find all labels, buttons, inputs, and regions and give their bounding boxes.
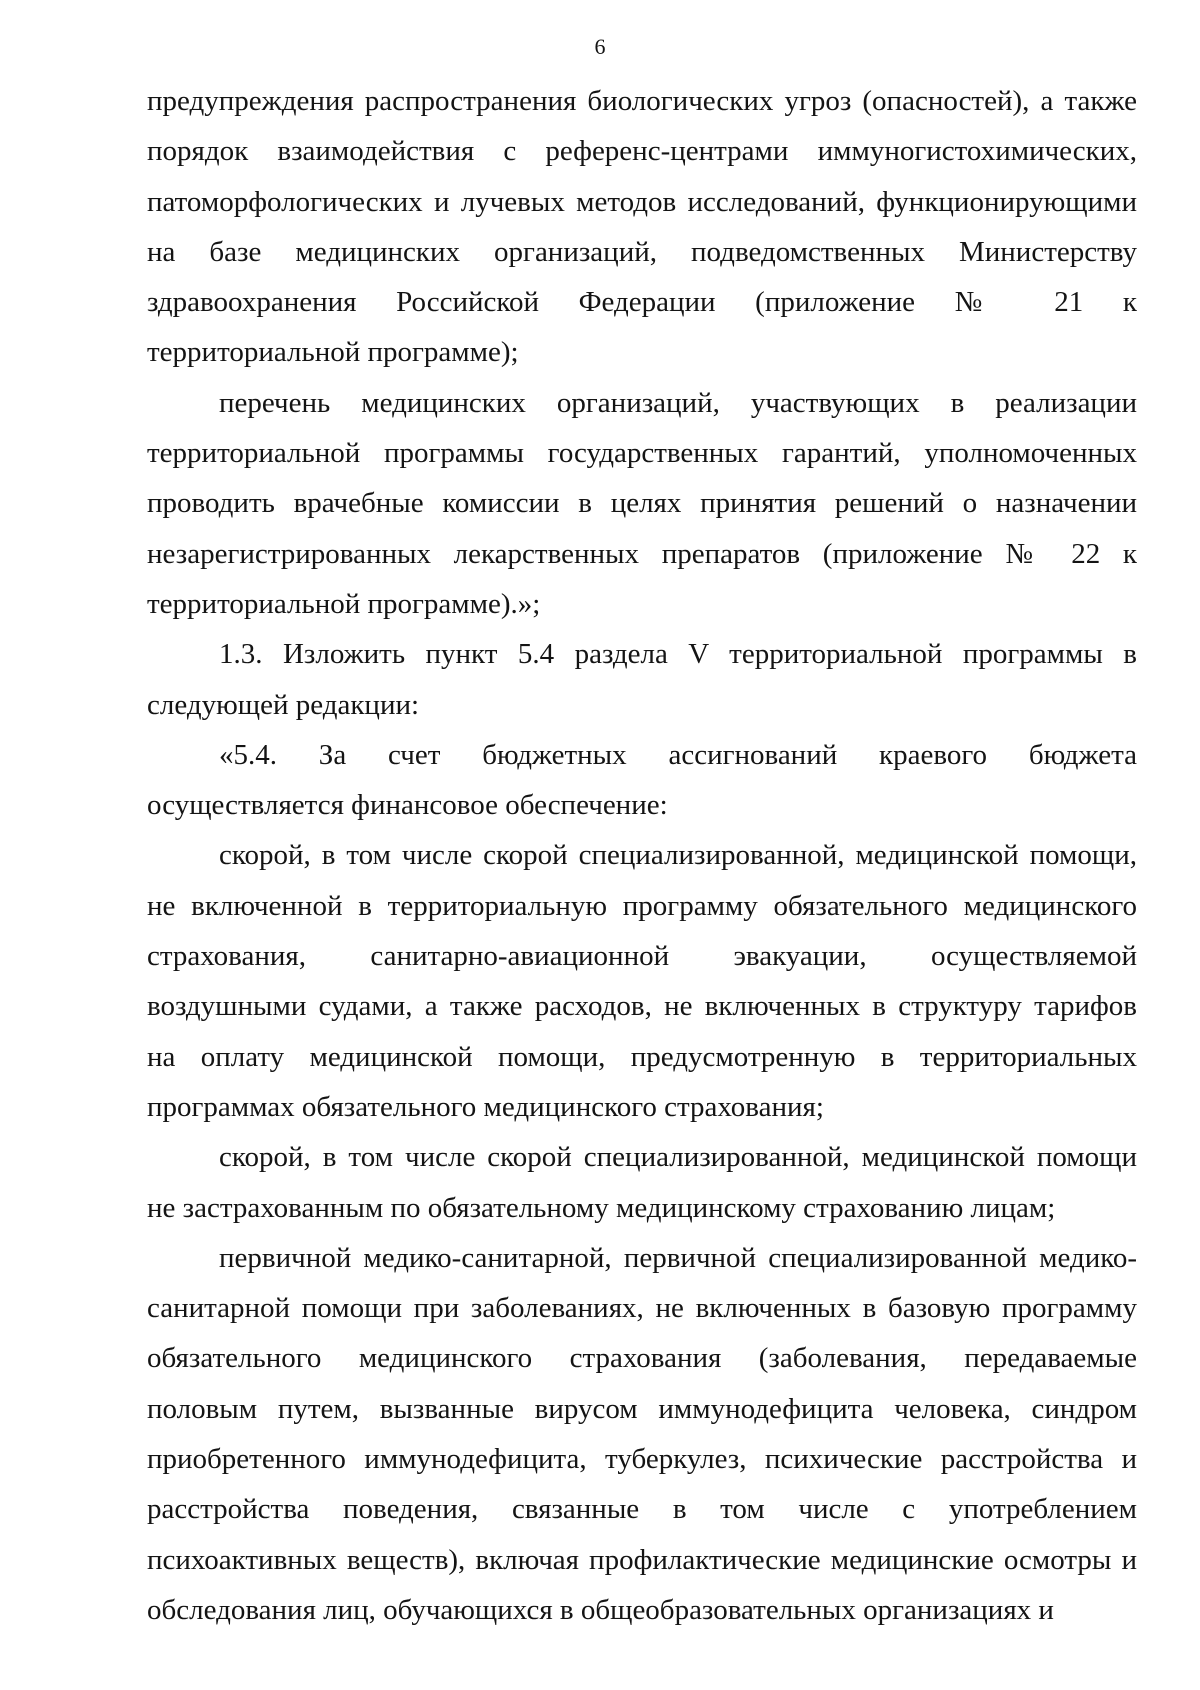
text-line: территориальной программе).»; xyxy=(147,587,541,620)
text-line: обследования лиц, обучающихся в общеобразовательных организациях и xyxy=(147,1593,1054,1626)
text-line: территориальной программы государственных гарантий, уполномоченных xyxy=(147,437,1137,470)
paragraph xyxy=(147,378,1137,629)
text-line: приобретенного иммунодефицита, туберкулез, психические расстройства и xyxy=(147,1443,1137,1476)
text-line: санитарной помощи при заболеваниях, не включенных в базовую программу xyxy=(147,1292,1137,1325)
text-line: психоактивных веществ), включая профилактические медицинские осмотры и xyxy=(147,1543,1137,1576)
paragraph xyxy=(147,1233,1137,1635)
text-line: перечень медицинских организаций, участвующих в реализации xyxy=(219,386,1137,419)
text-line: воздушными судами, а также расходов, не включенных в структуру тарифов xyxy=(147,990,1137,1023)
paragraph xyxy=(147,629,1137,730)
text-line: первичной медико-санитарной, первичной специализированной медико- xyxy=(219,1241,1137,1274)
document-body xyxy=(147,76,1137,1635)
text-line: незарегистрированных лекарственных препаратов (приложение № 22 к xyxy=(147,537,1137,570)
paragraph xyxy=(147,1132,1137,1233)
text-line: предупреждения распространения биологических угроз (опасностей), а также xyxy=(147,85,1137,117)
text-line: скорой, в том числе скорой специализированной, медицинской помощи xyxy=(219,1141,1137,1174)
text-line: порядок взаимодействия с референс-центрами иммуногистохимических, xyxy=(147,135,1137,168)
text-line: скорой, в том числе скорой специализированной, медицинской помощи, xyxy=(219,839,1137,872)
paragraph xyxy=(147,830,1137,1132)
text-line: проводить врачебные комиссии в целях принятия решений о назначении xyxy=(147,487,1137,520)
text-line: на базе медицинских организаций, подведомственных Министерству xyxy=(147,235,1137,268)
text-line: страхования, санитарно-авиационной эвакуации, осуществляемой xyxy=(147,940,1137,973)
text-line: патоморфологических и лучевых методов исследований, функционирующими xyxy=(147,185,1137,218)
text-line: здравоохранения Российской Федерации (приложение № 21 к xyxy=(147,286,1137,319)
text-line: 1.3. Изложить пункт 5.4 раздела V территориальной программы в xyxy=(219,638,1137,671)
text-line: не застрахованным по обязательному медицинскому страхованию лицам; xyxy=(147,1191,1056,1224)
text-line: программах обязательного медицинского страхования; xyxy=(147,1090,824,1123)
text-line: на оплату медицинской помощи, предусмотренную в территориальных xyxy=(147,1040,1137,1073)
text-line: территориальной программе); xyxy=(147,336,519,369)
page-number: 6 xyxy=(594,34,606,59)
text-line: осуществляется финансовое обеспечение: xyxy=(147,789,668,822)
text-line: «5.4. За счет бюджетных ассигнований краевого бюджета xyxy=(219,738,1137,771)
paragraph xyxy=(147,730,1137,831)
text-line: половым путем, вызванные вирусом иммунодефицита человека, синдром xyxy=(147,1392,1137,1425)
text-line: следующей редакции: xyxy=(147,688,420,721)
text-line: расстройства поведения, связанные в том числе с употреблением xyxy=(147,1493,1137,1526)
text-line: не включенной в территориальную программу обязательного медицинского xyxy=(147,889,1137,922)
text-line: обязательного медицинского страхования (заболевания, передаваемые xyxy=(147,1342,1137,1375)
paragraph xyxy=(147,76,1137,378)
